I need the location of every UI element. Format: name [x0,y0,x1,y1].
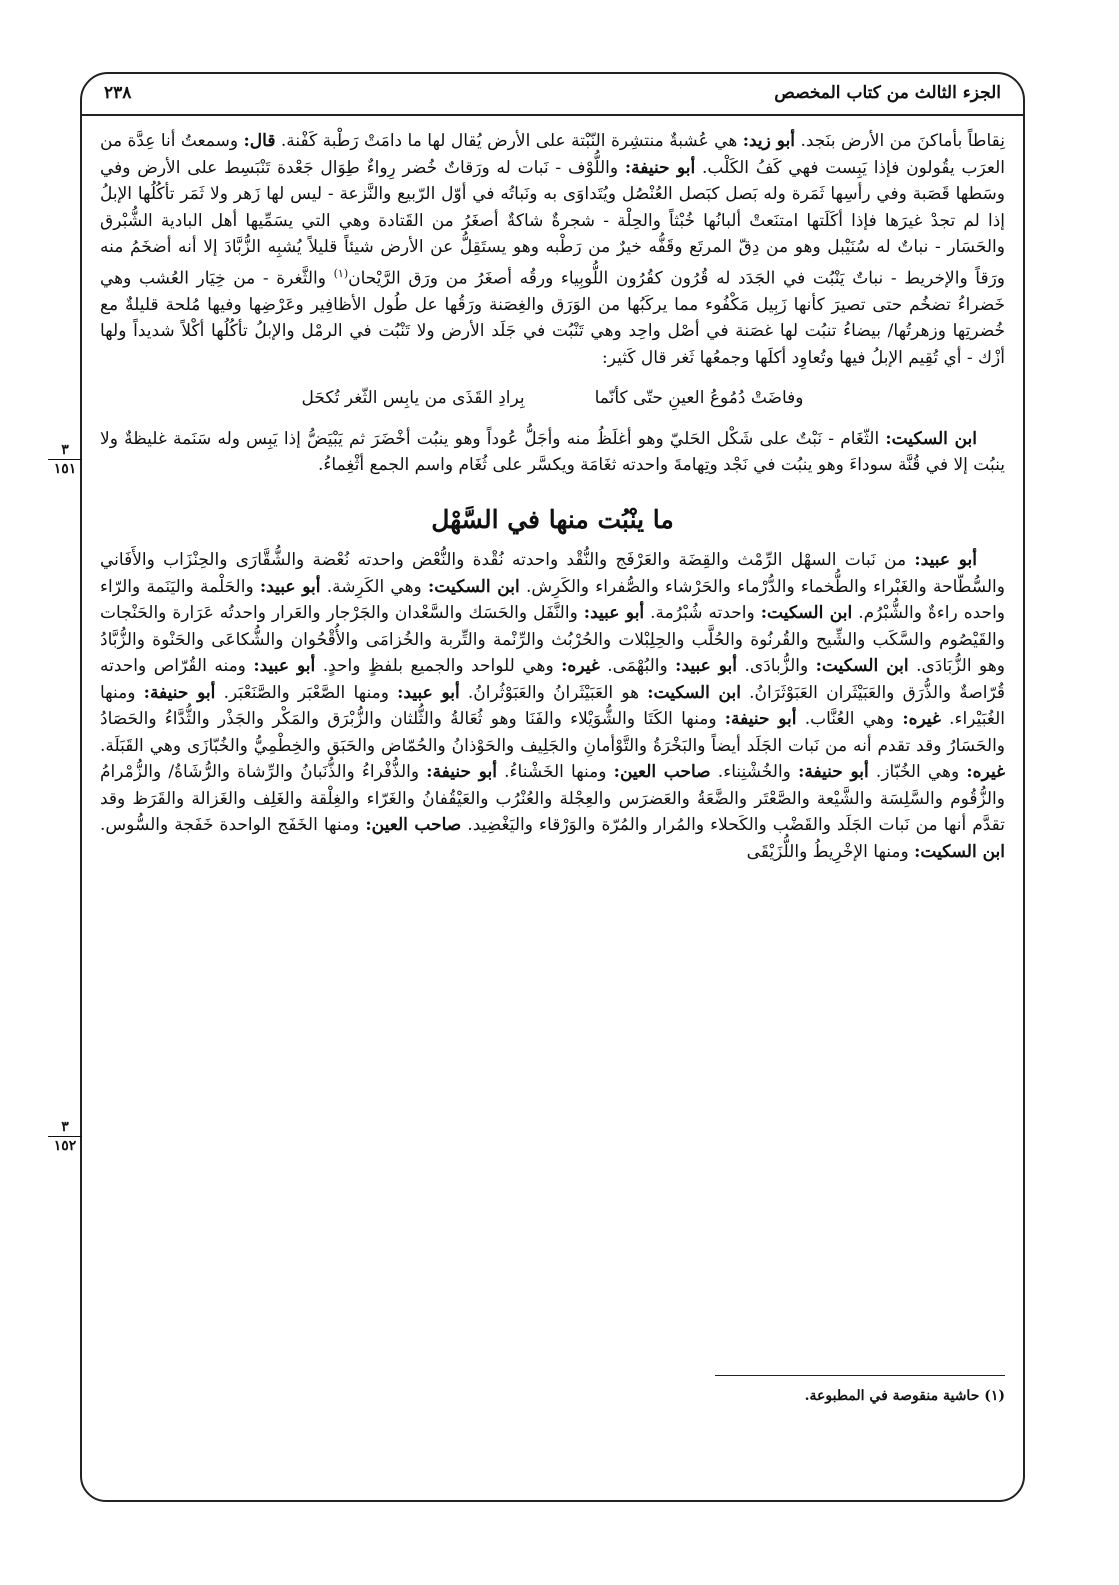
footnote-reference: (١) [333,266,349,280]
page-body [100,128,1005,865]
paragraph: أبو عبيد: من نَبات السهْل الرِّمْث والقِضَة والعَرْفَج والنُّقْد واحدته نُقْدة والنُّعْض واحدته نُعْضة والشُّقَّارَى والحِنْزَاب والأَفَاني والسُّطّاحة والغَبْراء والطُّخماء والدُّرْماء والحَرْشاء والصُّفراء والكَرِش. ابن السكيت: وهي الكَرِشة. أبو عبيد: والحَلْمة واليَنَمة والرّاء واحده راءةٌ والشُّبْرُم. ابن السكيت: واحدته شُبْرُمة. أبو عبيد: والنَّفَل والحَسَك والسَّعْدان والجَرْجار والعَرار واحدتُه عَرَارة والحَنْجات والقَيْصُوم والسَّكَب والشِّيح والقُرنُوة والحُلَّب والحِلِبْلات والحُرْبُث والرِّنْمة والتِّربة والخُزامَى والأُقْحُوان والشُّكاعَى والحَنْوة والزُّبَّادُ وهو الزُّبَادَى. ابن السكيت: والزُّبادَى. أبو عبيد: والبُهْمَى. غيره: وهي للواحد والجميع بلفظٍ واحدٍ. أبو عبيد: ومنه القُرّاص واحدته قُرّاصةٌ والذُّرَق والعَبَيْثَران العَبَوْثَرَانُ. ابن السكيت: هو العَبَيْثَرانُ والعَبَوْثُرانُ. أبو عبيد: ومنها الصَّعْبَر والصَّنَعْبَر. أبو حنيفة: ومنها الغُبَيْراء. غيره: وهي العُنَّاب. أبو حنيفة: ومنها الكَتَا والشُّوَيْلاء والفَنَا وهو ثُعَالةُ والثُّلثان والزُّبْرَق والمَكْر والجَذْر والثُّدَّاءُ والحَصَادُ والحَسَارُ وقد تقدم أنه من نَبات الجَلَد أيضاً والبَخْرَةُ والتَّوْأمانِ والجَلِيف والحَوْذانُ والحُمّاض والحَبَق والخِطْمِيُّ والخُبّازَى وهي القَبَلَة. غيره: وهي الخُبّاز. أبو حنيفة: والخُشْنِناء. صاحب العين: ومنها الخَشْناءُ. أبو حنيفة: والذُّفْراءُ والذُّنَبانُ والرِّشاة والرُّشَاةُ/ والزُّمْرامُ والزُّقُوم والسَّلِسَة والشَّيْعة والصَّعْتَر والضَّعَةُ والعَضرَس والعِجْلة والعُنْرُب والعَيْقُفانُ والغَرّاء والغِلْقة والغَلِف والغَزالة والقَرَظ وقد تقدَّم أنها من نَبات الجَلَد والقَضْب والكَحلاء والمُرار والمُرّة والوَرْقاء واليَغْضِيد. صاحب العين: ومنها الخَفَج الواحدة خَفَجة والسُّوس. ابن السكيت: ومنها الإخْرِيطُ واللُّزَيْقَى [100,550,1006,862]
page-header [80,72,1025,116]
section-heading: ما ينْبُت منها في السَّهْل [431,504,674,534]
poem-hemistich: بِرادِ القَذَى من يابِس الثّغر تُكحَل [301,388,525,409]
speaker-label: أبو حنيفة: [624,157,696,178]
margin-marker: ٣ ١٥٢ [48,1120,82,1153]
speaker-label: ابن السكيت: [885,428,977,449]
poem-verse [100,385,1005,412]
book-title: الجزء الثالث من كتاب المخصص [774,83,1001,103]
speaker-label: أبو زيد: [742,131,796,151]
speaker-label: قال: [243,131,276,151]
margin-marker: ٣ ١٥١ [48,443,82,476]
page-number: ٢٣٨ [104,83,132,103]
footnote: (١) حاشية منقوصة في المطبوعة. [804,1388,1005,1404]
footnote-divider [715,1375,1005,1376]
paragraph: نِقاطاً بأماكنَ من الأرض بنَجد. أبو زيد: هي عُشبةٌ منتشِرة النّبْتة على الأرض يُقال لها ما دامَتْ رَطْبة كَفْنة. قال: وسمعتُ أنا عِدَّة من العرَب يقُولون فإذا يَبِست فهي كَفُ الكَلْب. أبو حنيفة: واللُّوْف - نَبات له ورَقاتٌ خُضر رِواءٌ طِوَال جَعْدة تَنْبَسِط على الأرض وفي وسَطها قَصَبة وفي رأسِها ثَمَرة وله بَصل كبَصل العُنْصُل ويُتَداوَى به ونَباتُه في أوّل الرّبيع والنَّزعة - ليس لها زَهر ولا ثَمَر تأكُلُها الإبلُ إذا لم تجدْ غيرَها فإذا أكَلَتها امتنَعتْ ألبانُها خُبْثاً والحِلْة - شجرةٌ شاكةٌ أصغَرُ من القَتادة وهي التي يسَمِّيها أهل البادية الشُّبْرق والحَسَار - نباتٌ له سُنَيْبل وهو من دِقّ المرتَع وقَفُّه خيرٌ من رَطْبه وهو يستَقِلُّ عن الأرض شيئاً قليلاً يُشبِه الزُّبَّادَ إلا أنه أضخَمُ منه ورَقاً والإخريط - نباتٌ يَنْبُت في الجَدَد له قُرُون كقُرُون اللُّوبِياء ورقُه أصغَرُ من ورَق الرَّيْحان$^{(١)}$ والثَّغرة - من خِيَار العُشب وهي خَضراءُ تضخُم حتى تصيرَ كأنها زَبِيل مَكْفُوء مما يركَبُها من الوَرَق والغِصَنة ورَقُها عل طُول الأظافِير وعَرْضِها وفيها مُلحة قليلةٌ مع خُضرتِها وزهرتُها/ بيضاءُ تنبُت لها غصَنة في أصْل واحِد وهي تَنْبُت في جَلَد الأرض ولا تَنْبُت في الرمْل والإبلُ تأكُلُها أكْلاً شديداً ولها أزْك - أي تُقِيم الإبلُ فيها وتُعاوِد أكلَها وجمعُها ثَغر قال كَثير: [100,131,1006,368]
poem-hemistich: وفاضَتْ دُمُوعُ العينِ حتّى كأنّما [594,388,804,409]
paragraph: ابن السكيت: الثّغَام - نَبْتٌ على شَكْل الحَليّ وهو أغلَظُ منه وأجَلُّ عُوداً وهو ينبُت أخْضَرَ ثم يَبْيَضُّ إذا يَبِس وله سَنَمة غليظةٌ ولا ينبُت إلا في قُنَّة سوداءَ وهو ينبُت في نَجْد وتِهامةَ واحدته ثغَامَة ويكسَّر على ثُغَام واسم الجمع أثْغِماءُ. [100,428,1005,476]
